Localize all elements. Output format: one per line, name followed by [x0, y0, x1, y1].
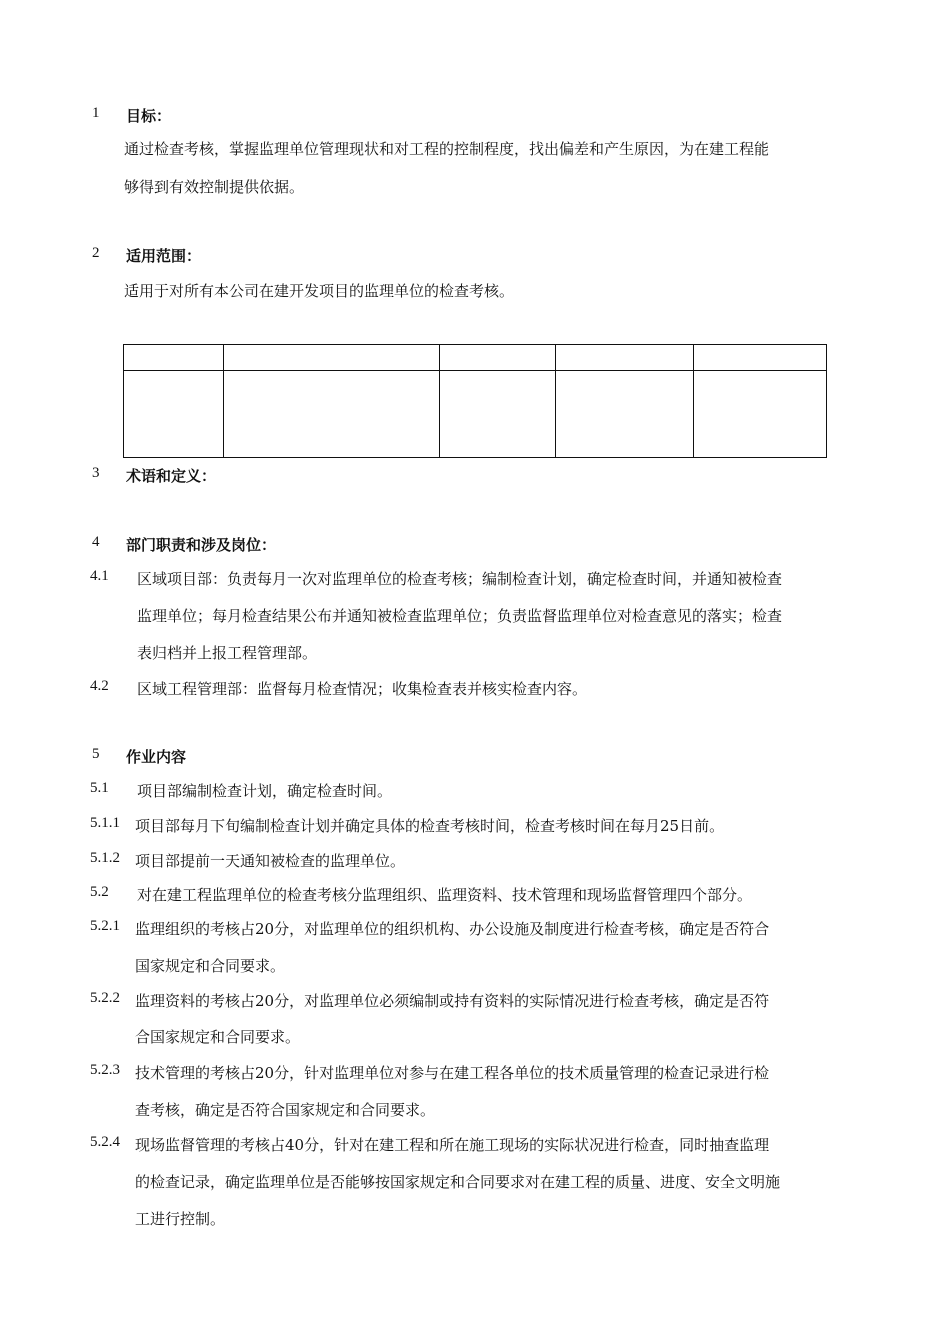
table-cell [124, 345, 224, 371]
table-cell [694, 345, 827, 371]
item-5-2-2-line-2: 合国家规定和合同要求。 [135, 1028, 301, 1046]
item-5-2-number: 5.2 [90, 884, 109, 900]
item-5-2-4-line-1: 现场监督管理的考核占40分，针对在建工程和所在施工现场的实际状况进行检查，同时抽查监理 [135, 1136, 770, 1154]
item-5-1-1-line-1: 项目部每月下旬编制检查计划并确定具体的检查考核时间，检查考核时间在每月25日前。 [135, 817, 725, 835]
table-cell [440, 371, 556, 458]
item-5-2-1-line-1: 监理组织的考核占20分，对监理单位的组织机构、办公设施及制度进行检查考核，确定是否符合 [135, 920, 770, 938]
section-5-title: 作业内容 [126, 748, 187, 766]
section-2-line-1: 适用于对所有本公司在建开发项目的监理单位的检查考核。 [124, 282, 515, 300]
section-1-number: 1 [92, 105, 100, 121]
table-cell [124, 371, 224, 458]
item-4-2-line-1: 区域工程管理部：监督每月检查情况；收集检查表并核实检查内容。 [137, 680, 588, 698]
table-cell [694, 371, 827, 458]
item-4-1-line-3: 表归档并上报工程管理部。 [137, 644, 318, 662]
item-4-2-number: 4.2 [90, 678, 109, 694]
section-1-line-1: 通过检查考核，掌握监理单位管理现状和对工程的控制程度，找出偏差和产生原因，为在建工程能 [124, 140, 770, 158]
section-1-title: 目标： [126, 107, 172, 125]
item-5-2-3-line-1: 技术管理的考核占20分，针对监理单位对参与在建工程各单位的技术质量管理的检查记录进行检 [135, 1064, 770, 1082]
item-5-2-4-line-3: 工进行控制。 [135, 1210, 226, 1228]
item-4-1-number: 4.1 [90, 568, 109, 584]
section-4-number: 4 [92, 534, 100, 550]
item-5-2-2-line-1: 监理资料的考核占20分，对监理单位必须编制或持有资料的实际情况进行检查考核，确定是否符 [135, 992, 770, 1010]
item-5-2-4-number: 5.2.4 [90, 1134, 120, 1150]
item-5-1-number: 5.1 [90, 780, 109, 796]
item-5-2-3-line-2: 查考核，确定是否符合国家规定和合同要求。 [135, 1101, 436, 1119]
table-cell [440, 345, 556, 371]
item-5-1-2-line-1: 项目部提前一天通知被检查的监理单位。 [135, 852, 406, 870]
section-4-title: 部门职责和涉及岗位： [126, 536, 277, 554]
item-5-2-4-line-2: 的检查记录，确定监理单位是否能够按国家规定和合同要求对在建工程的质量、进度、安全文明施 [135, 1173, 781, 1191]
empty-table [123, 344, 827, 458]
section-3-number: 3 [92, 465, 100, 481]
table-cell [224, 345, 440, 371]
item-5-1-2-number: 5.1.2 [90, 850, 120, 866]
item-5-2-1-number: 5.2.1 [90, 918, 120, 934]
item-5-2-3-number: 5.2.3 [90, 1062, 120, 1078]
item-4-1-line-1: 区域项目部：负责每月一次对监理单位的检查考核；编制检查计划，确定检查时间，并通知被检查 [137, 570, 783, 588]
item-5-1-1-number: 5.1.1 [90, 815, 120, 831]
table-cell [224, 371, 440, 458]
section-2-title: 适用范围： [126, 247, 202, 265]
section-3-title: 术语和定义： [126, 467, 217, 485]
table-cell [556, 345, 694, 371]
section-1-line-2: 够得到有效控制提供依据。 [124, 178, 305, 196]
item-4-1-line-2: 监理单位；每月检查结果公布并通知被检查监理单位；负责监督监理单位对检查意见的落实；检查 [137, 607, 783, 625]
section-5-number: 5 [92, 746, 100, 762]
item-5-1-line-1: 项目部编制检查计划，确定检查时间。 [137, 782, 393, 800]
item-5-2-2-number: 5.2.2 [90, 990, 120, 1006]
table-cell [556, 371, 694, 458]
item-5-2-line-1: 对在建工程监理单位的检查考核分监理组织、监理资料、技术管理和现场监督管理四个部分。 [137, 886, 753, 904]
item-5-2-1-line-2: 国家规定和合同要求。 [135, 957, 286, 975]
section-2-number: 2 [92, 245, 100, 261]
